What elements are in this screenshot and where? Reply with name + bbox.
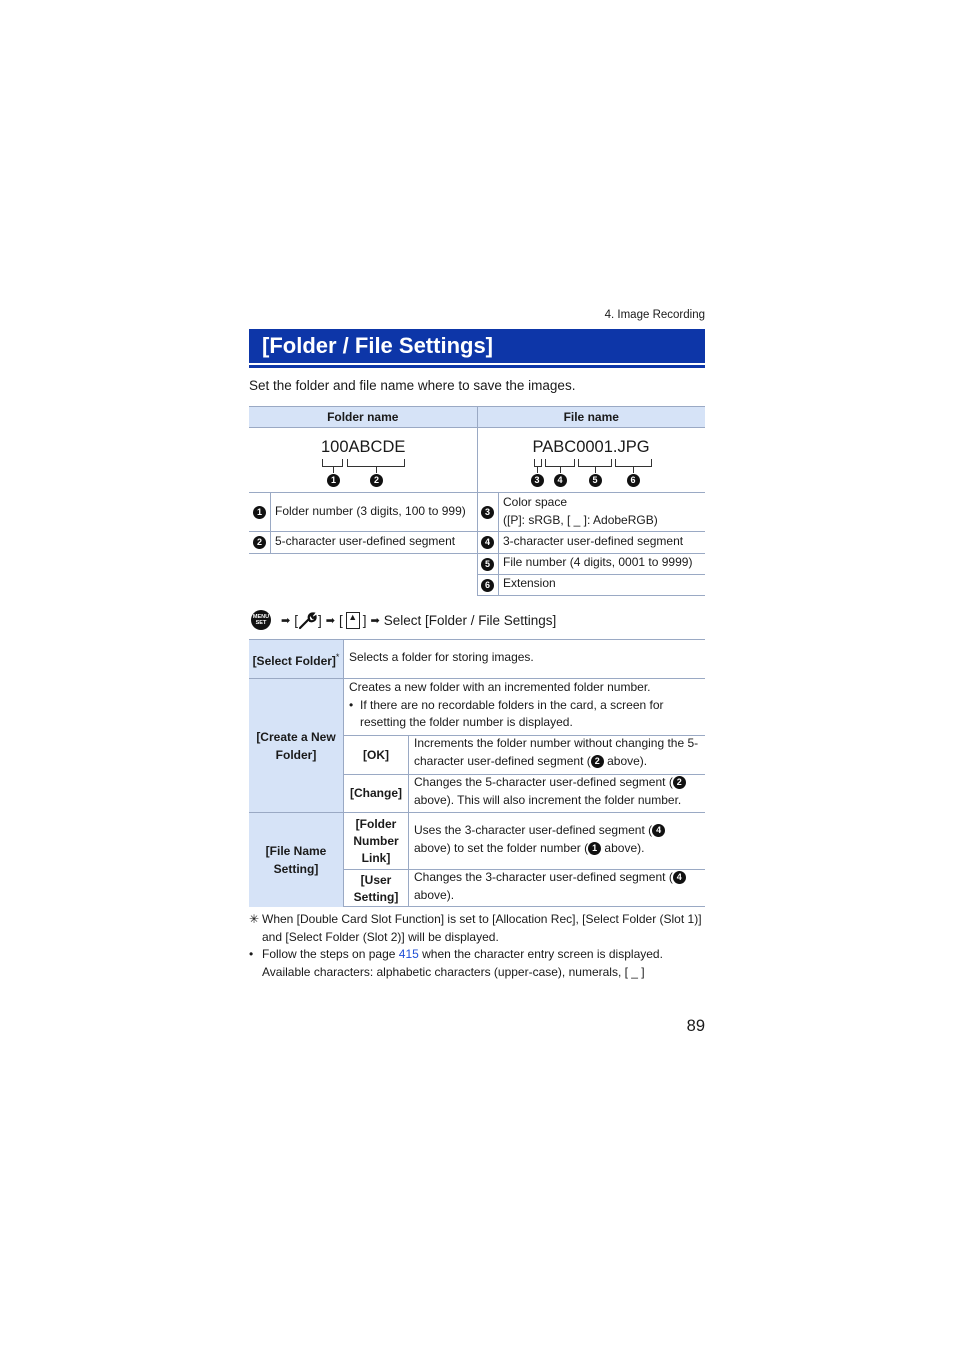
select-folder-label xyxy=(249,640,343,678)
grid-v1 xyxy=(270,493,271,553)
us-desc-a: Changes the 3-character user-defined segment ( xyxy=(414,870,673,884)
fnl-desc-a: Uses the 3-character user-defined segment ( xyxy=(414,823,653,837)
sgrid-v2 xyxy=(408,735,409,907)
file-diagram xyxy=(478,428,706,492)
grid-h4 xyxy=(477,595,705,596)
file-stick-3 xyxy=(537,467,538,473)
close-bracket-1: ] xyxy=(317,612,322,628)
legend-text-4: 3-character user-defined segment xyxy=(503,534,684,548)
available-characters: Available characters: alphabetic characters (upper-case), numerals, [ _ ] xyxy=(262,964,645,979)
folder-stick-2 xyxy=(376,467,377,473)
arrow-icon: ➡ xyxy=(281,614,291,627)
fnl-num-a: 4 xyxy=(652,824,665,837)
legend-num-2: 2 xyxy=(253,536,266,549)
menu-path xyxy=(251,610,556,630)
menu-final-step: Select [Folder / File Settings] xyxy=(383,612,557,628)
legend-num-1: 1 xyxy=(253,506,266,519)
file-stick-6 xyxy=(633,467,634,473)
page-title: [Folder / File Settings] xyxy=(249,329,705,363)
arrow-icon: ➡ xyxy=(370,614,380,627)
folder-stick-1 xyxy=(333,467,334,473)
folder-number-link-label: [Folder Number Link] xyxy=(353,816,399,865)
file-stick-4 xyxy=(560,467,561,473)
follow-text-b: when the character entry screen is displayed. xyxy=(418,947,663,961)
create-new-folder-label: [Create a New Folder] xyxy=(249,679,343,812)
file-bracket-3 xyxy=(534,459,542,467)
folder-bracket-1 xyxy=(322,459,343,467)
sgrid-h5 xyxy=(343,869,705,870)
change-desc-b: above). This will also increment the folder number. xyxy=(414,792,682,807)
file-stick-5 xyxy=(595,467,596,473)
close-bracket-2: ] xyxy=(362,612,367,628)
grid-v2 xyxy=(477,493,478,596)
bullet-mark: • xyxy=(349,697,354,712)
sgrid-h3 xyxy=(343,774,705,775)
asterisk-mark: ✳ xyxy=(249,912,260,926)
folder-name-header: Folder name xyxy=(249,407,478,427)
grid-v3 xyxy=(498,493,499,596)
marker-4: 4 xyxy=(554,474,567,487)
title-underline xyxy=(249,365,705,368)
file-bracket-4 xyxy=(545,459,575,467)
page-415-link[interactable]: 415 xyxy=(398,947,419,961)
create-new-folder-desc-text: Creates a new folder with an incremented folder number. xyxy=(349,680,651,694)
legend-num-3: 3 xyxy=(481,506,494,519)
ok-desc-b: above). xyxy=(603,753,648,768)
change-desc-a: Changes the 5-character user-defined segment ( xyxy=(414,775,673,789)
legend-num-4: 4 xyxy=(481,536,494,549)
fnl-desc-c: above). xyxy=(601,840,645,855)
settings-table xyxy=(249,639,705,907)
change-num: 2 xyxy=(673,776,686,789)
create-new-folder-desc xyxy=(349,679,701,732)
legend-num-2-cell xyxy=(249,532,270,553)
wrench-icon xyxy=(298,611,318,630)
legend-num-4-cell xyxy=(477,532,498,553)
select-folder-asterisk: * xyxy=(335,652,340,662)
fnl-num-b: 1 xyxy=(588,842,601,855)
legend-num-1-cell xyxy=(249,493,270,531)
marker-2: 2 xyxy=(370,474,383,487)
user-setting-desc xyxy=(414,869,704,904)
create-new-folder-bullet xyxy=(349,697,701,732)
sgrid-v1 xyxy=(343,640,344,907)
select-folder-desc: Selects a folder for storing images. xyxy=(349,650,534,664)
change-label: [Change] xyxy=(350,786,402,800)
select-folder-label-text: [Select Folder] xyxy=(252,654,336,668)
intro-text: Set the folder and file name where to save the images. xyxy=(249,378,576,393)
marker-5: 5 xyxy=(589,474,602,487)
file-bracket-5 xyxy=(578,459,612,467)
us-num: 4 xyxy=(673,871,686,884)
notes xyxy=(249,911,709,981)
legend-num-5-cell xyxy=(477,554,498,574)
sgrid-h1 xyxy=(249,678,705,679)
legend-text-5: File number (4 digits, 0001 to 9999) xyxy=(503,555,693,569)
grid-h3 xyxy=(477,574,705,575)
menu-set-icon: MENU SET xyxy=(251,610,271,630)
ok-label: [OK] xyxy=(363,747,389,762)
follow-text-a: Follow the steps on page xyxy=(262,947,399,961)
naming-diagram xyxy=(249,428,705,493)
naming-legend xyxy=(249,493,705,596)
sgrid-h4 xyxy=(249,812,705,813)
legend-num-3-cell xyxy=(477,493,498,531)
file-bracket-6 xyxy=(615,459,652,467)
follow-text xyxy=(262,946,663,981)
bullet-mark: • xyxy=(249,947,254,961)
legend-num-5: 5 xyxy=(481,558,494,571)
ok-desc-a: Increments the folder number without changing the 5-character user-defined segment ( xyxy=(414,736,699,768)
asterisk-note-text: When [Double Card Slot Function] is set to [Allocation Rec], [Select Folder (Slot 1)] and [Select Folder (Slot 2)] will be displayed. xyxy=(262,912,702,944)
open-bracket-1: [ xyxy=(294,612,298,628)
legend-text-6: Extension xyxy=(503,576,556,590)
file-sample: PABC0001.JPG xyxy=(532,438,650,456)
card-icon: ▲ xyxy=(346,612,360,629)
open-bracket-2: [ xyxy=(338,612,343,628)
naming-table xyxy=(249,406,705,596)
us-desc-b: above). xyxy=(414,887,455,902)
legend-text-1: Folder number (3 digits, 100 to 999) xyxy=(275,504,466,518)
note-follow xyxy=(249,946,709,981)
marker-1: 1 xyxy=(327,474,340,487)
chapter-label: 4. Image Recording xyxy=(604,309,705,321)
page-number: 89 xyxy=(686,1017,705,1035)
marker-6: 6 xyxy=(627,474,640,487)
create-new-folder-bullet-text: If there are no recordable folders in the card, a screen for resetting the folder number is displayed. xyxy=(360,697,664,729)
file-name-header: File name xyxy=(563,410,619,424)
folder-number-link-desc xyxy=(414,822,704,857)
legend-num-6: 6 xyxy=(481,579,494,592)
change-desc xyxy=(414,774,706,809)
legend-text-2: 5-character user-defined segment xyxy=(275,534,456,548)
marker-3: 3 xyxy=(531,474,544,487)
folder-diagram xyxy=(249,428,478,492)
ok-desc xyxy=(414,735,704,770)
note-asterisk xyxy=(249,911,709,946)
sgrid-h2 xyxy=(343,735,705,736)
fnl-desc-b: above) to set the folder number ( xyxy=(414,840,589,855)
legend-text-3-line1: Color space xyxy=(503,495,568,509)
user-setting-label: [User Setting] xyxy=(353,872,399,904)
legend-num-6-cell xyxy=(477,575,498,595)
folder-sample: 100ABCDE xyxy=(321,438,406,456)
ok-num: 2 xyxy=(591,755,604,768)
arrow-icon: ➡ xyxy=(325,614,335,627)
naming-table-header xyxy=(249,406,705,428)
legend-text-3-line2: ([P]: sRGB, [ _ ]: AdobeRGB) xyxy=(503,513,658,527)
file-name-setting-label: [File Name Setting] xyxy=(249,813,343,907)
folder-bracket-2 xyxy=(347,459,405,467)
